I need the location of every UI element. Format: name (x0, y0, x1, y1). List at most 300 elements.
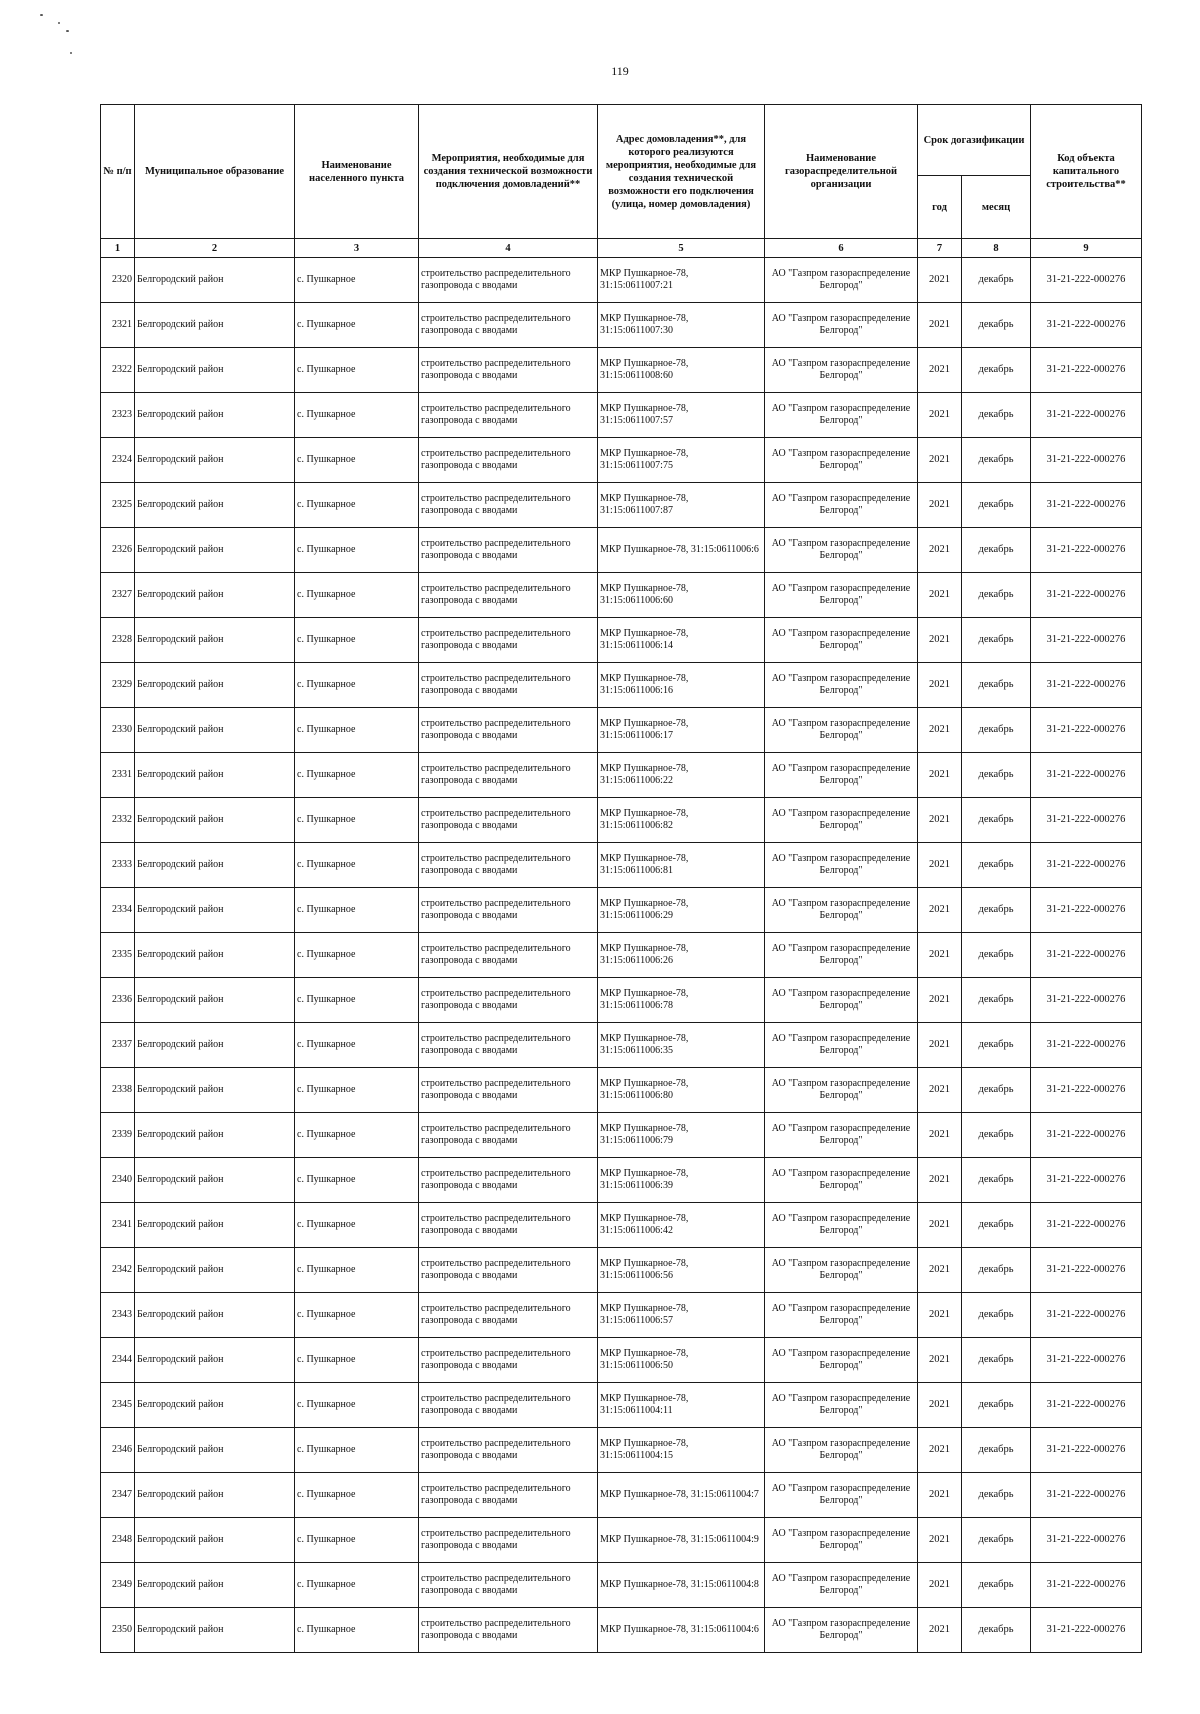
table-row (101, 1428, 1142, 1473)
cell-code: 31-21-222-000276 (1031, 348, 1142, 393)
cell-measures: строительство распределительного газопровода с вводами (419, 843, 598, 888)
cell-organization: АО "Газпром газораспределение Белгород" (765, 258, 918, 303)
cell-measures: строительство распределительного газопровода с вводами (419, 618, 598, 663)
table-row (101, 483, 1142, 528)
cell-address: МКР Пушкарное-78, 31:15:0611006:42 (598, 1203, 765, 1248)
cell-num: 2330 (101, 708, 135, 753)
cell-address: МКР Пушкарное-78, 31:15:0611004:7 (598, 1473, 765, 1518)
cell-num: 2326 (101, 528, 135, 573)
cell-measures: строительство распределительного газопровода с вводами (419, 258, 598, 303)
cell-month: декабрь (962, 1158, 1031, 1203)
cell-settlement: с. Пушкарное (295, 1428, 419, 1473)
cell-measures: строительство распределительного газопровода с вводами (419, 1338, 598, 1383)
cell-settlement: с. Пушкарное (295, 663, 419, 708)
cell-municipality: Белгородский район (135, 933, 295, 978)
scan-speck (66, 30, 69, 32)
cell-num: 2345 (101, 1383, 135, 1428)
cell-organization: АО "Газпром газораспределение Белгород" (765, 1113, 918, 1158)
column-number: 9 (1031, 239, 1142, 258)
cell-num: 2328 (101, 618, 135, 663)
cell-month: декабрь (962, 348, 1031, 393)
cell-settlement: с. Пушкарное (295, 618, 419, 663)
cell-municipality: Белгородский район (135, 1338, 295, 1383)
cell-month: декабрь (962, 528, 1031, 573)
cell-measures: строительство распределительного газопровода с вводами (419, 438, 598, 483)
cell-address: МКР Пушкарное-78, 31:15:0611006:79 (598, 1113, 765, 1158)
cell-address: МКР Пушкарное-78, 31:15:0611004:15 (598, 1428, 765, 1473)
cell-measures: строительство распределительного газопровода с вводами (419, 1428, 598, 1473)
cell-measures: строительство распределительного газопровода с вводами (419, 1608, 598, 1653)
table-row (101, 438, 1142, 483)
table-row (101, 573, 1142, 618)
cell-organization: АО "Газпром газораспределение Белгород" (765, 798, 918, 843)
cell-month: декабрь (962, 1518, 1031, 1563)
cell-num: 2340 (101, 1158, 135, 1203)
table-row (101, 978, 1142, 1023)
column-number: 1 (101, 239, 135, 258)
cell-month: декабрь (962, 1293, 1031, 1338)
header-settlement: Наименование населенного пункта (295, 105, 419, 239)
cell-code: 31-21-222-000276 (1031, 1158, 1142, 1203)
page-number: 119 (611, 64, 629, 78)
cell-code: 31-21-222-000276 (1031, 708, 1142, 753)
cell-municipality: Белгородский район (135, 1518, 295, 1563)
cell-settlement: с. Пушкарное (295, 393, 419, 438)
cell-settlement: с. Пушкарное (295, 1113, 419, 1158)
cell-month: декабрь (962, 843, 1031, 888)
cell-code: 31-21-222-000276 (1031, 573, 1142, 618)
cell-year: 2021 (918, 888, 962, 933)
cell-year: 2021 (918, 303, 962, 348)
cell-code: 31-21-222-000276 (1031, 663, 1142, 708)
cell-address: МКР Пушкарное-78, 31:15:0611007:57 (598, 393, 765, 438)
header-measures: Мероприятия, необходимые для создания технической возможности подключения домовладений** (419, 105, 598, 239)
cell-year: 2021 (918, 1023, 962, 1068)
cell-month: декабрь (962, 1338, 1031, 1383)
cell-num: 2346 (101, 1428, 135, 1473)
cell-organization: АО "Газпром газораспределение Белгород" (765, 753, 918, 798)
cell-year: 2021 (918, 753, 962, 798)
cell-address: МКР Пушкарное-78, 31:15:0611004:8 (598, 1563, 765, 1608)
table-row (101, 1158, 1142, 1203)
cell-code: 31-21-222-000276 (1031, 1248, 1142, 1293)
cell-settlement: с. Пушкарное (295, 933, 419, 978)
table-row (101, 1068, 1142, 1113)
cell-organization: АО "Газпром газораспределение Белгород" (765, 1338, 918, 1383)
table-row (101, 258, 1142, 303)
cell-address: МКР Пушкарное-78, 31:15:0611006:39 (598, 1158, 765, 1203)
cell-code: 31-21-222-000276 (1031, 618, 1142, 663)
cell-code: 31-21-222-000276 (1031, 1113, 1142, 1158)
cell-settlement: с. Пушкарное (295, 798, 419, 843)
cell-municipality: Белгородский район (135, 438, 295, 483)
cell-month: декабрь (962, 663, 1031, 708)
cell-settlement: с. Пушкарное (295, 303, 419, 348)
cell-month: декабрь (962, 933, 1031, 978)
table-row (101, 708, 1142, 753)
cell-municipality: Белгородский район (135, 258, 295, 303)
cell-num: 2344 (101, 1338, 135, 1383)
cell-month: декабрь (962, 393, 1031, 438)
cell-measures: строительство распределительного газопровода с вводами (419, 573, 598, 618)
cell-settlement: с. Пушкарное (295, 483, 419, 528)
cell-month: декабрь (962, 258, 1031, 303)
cell-month: декабрь (962, 1248, 1031, 1293)
cell-code: 31-21-222-000276 (1031, 798, 1142, 843)
cell-municipality: Белгородский район (135, 753, 295, 798)
cell-organization: АО "Газпром газораспределение Белгород" (765, 528, 918, 573)
header-year: год (918, 176, 962, 239)
cell-organization: АО "Газпром газораспределение Белгород" (765, 1428, 918, 1473)
cell-num: 2324 (101, 438, 135, 483)
cell-num: 2337 (101, 1023, 135, 1068)
cell-organization: АО "Газпром газораспределение Белгород" (765, 1203, 918, 1248)
cell-settlement: с. Пушкарное (295, 888, 419, 933)
cell-municipality: Белгородский район (135, 528, 295, 573)
cell-organization: АО "Газпром газораспределение Белгород" (765, 1563, 918, 1608)
table-row (101, 1563, 1142, 1608)
cell-municipality: Белгородский район (135, 1563, 295, 1608)
cell-measures: строительство распределительного газопровода с вводами (419, 708, 598, 753)
cell-municipality: Белгородский район (135, 1023, 295, 1068)
cell-year: 2021 (918, 1473, 962, 1518)
header-term: Срок догазификации (918, 105, 1031, 176)
cell-num: 2329 (101, 663, 135, 708)
cell-municipality: Белгородский район (135, 1068, 295, 1113)
cell-code: 31-21-222-000276 (1031, 753, 1142, 798)
cell-measures: строительство распределительного газопровода с вводами (419, 888, 598, 933)
cell-organization: АО "Газпром газораспределение Белгород" (765, 1383, 918, 1428)
cell-year: 2021 (918, 528, 962, 573)
cell-settlement: с. Пушкарное (295, 1608, 419, 1653)
cell-code: 31-21-222-000276 (1031, 483, 1142, 528)
cell-address: МКР Пушкарное-78, 31:15:0611006:50 (598, 1338, 765, 1383)
cell-code: 31-21-222-000276 (1031, 528, 1142, 573)
table-row (101, 798, 1142, 843)
cell-year: 2021 (918, 348, 962, 393)
column-number: 7 (918, 239, 962, 258)
cell-month: декабрь (962, 1023, 1031, 1068)
cell-num: 2336 (101, 978, 135, 1023)
cell-year: 2021 (918, 1293, 962, 1338)
cell-month: декабрь (962, 618, 1031, 663)
cell-code: 31-21-222-000276 (1031, 933, 1142, 978)
cell-year: 2021 (918, 978, 962, 1023)
cell-month: декабрь (962, 1203, 1031, 1248)
cell-settlement: с. Пушкарное (295, 978, 419, 1023)
cell-organization: АО "Газпром газораспределение Белгород" (765, 393, 918, 438)
cell-organization: АО "Газпром газораспределение Белгород" (765, 933, 918, 978)
table-row (101, 348, 1142, 393)
table-row (101, 933, 1142, 978)
table-row (101, 1248, 1142, 1293)
cell-address: МКР Пушкарное-78, 31:15:0611004:9 (598, 1518, 765, 1563)
column-number: 6 (765, 239, 918, 258)
cell-year: 2021 (918, 1248, 962, 1293)
cell-address: МКР Пушкарное-78, 31:15:0611006:81 (598, 843, 765, 888)
cell-address: МКР Пушкарное-78, 31:15:0611006:82 (598, 798, 765, 843)
cell-code: 31-21-222-000276 (1031, 978, 1142, 1023)
cell-year: 2021 (918, 1428, 962, 1473)
cell-year: 2021 (918, 618, 962, 663)
cell-organization: АО "Газпром газораспределение Белгород" (765, 1023, 918, 1068)
table-row (101, 1338, 1142, 1383)
cell-settlement: с. Пушкарное (295, 1563, 419, 1608)
cell-year: 2021 (918, 1203, 962, 1248)
cell-month: декабрь (962, 708, 1031, 753)
cell-organization: АО "Газпром газораспределение Белгород" (765, 573, 918, 618)
cell-year: 2021 (918, 573, 962, 618)
cell-year: 2021 (918, 1608, 962, 1653)
cell-num: 2335 (101, 933, 135, 978)
table-row (101, 1383, 1142, 1428)
cell-num: 2323 (101, 393, 135, 438)
cell-measures: строительство распределительного газопровода с вводами (419, 1383, 598, 1428)
cell-measures: строительство распределительного газопровода с вводами (419, 663, 598, 708)
cell-municipality: Белгородский район (135, 1383, 295, 1428)
table-row (101, 1518, 1142, 1563)
column-number: 4 (419, 239, 598, 258)
table-row (101, 528, 1142, 573)
cell-settlement: с. Пушкарное (295, 1383, 419, 1428)
cell-year: 2021 (918, 1383, 962, 1428)
cell-address: МКР Пушкарное-78, 31:15:0611006:6 (598, 528, 765, 573)
cell-municipality: Белгородский район (135, 1113, 295, 1158)
cell-code: 31-21-222-000276 (1031, 843, 1142, 888)
cell-municipality: Белгородский район (135, 573, 295, 618)
table-row (101, 1113, 1142, 1158)
header-organization: Наименование газораспределительной организации (765, 105, 918, 239)
cell-month: декабрь (962, 1113, 1031, 1158)
cell-municipality: Белгородский район (135, 708, 295, 753)
column-number-row (101, 239, 1142, 258)
cell-settlement: с. Пушкарное (295, 1473, 419, 1518)
cell-municipality: Белгородский район (135, 663, 295, 708)
cell-year: 2021 (918, 1338, 962, 1383)
cell-num: 2321 (101, 303, 135, 348)
cell-num: 2339 (101, 1113, 135, 1158)
scan-speck (40, 14, 43, 16)
cell-address: МКР Пушкарное-78, 31:15:0611006:17 (598, 708, 765, 753)
cell-measures: строительство распределительного газопровода с вводами (419, 1473, 598, 1518)
cell-month: декабрь (962, 573, 1031, 618)
table-header (101, 105, 1142, 258)
cell-code: 31-21-222-000276 (1031, 393, 1142, 438)
table-row (101, 303, 1142, 348)
table-row (101, 843, 1142, 888)
cell-settlement: с. Пушкарное (295, 1158, 419, 1203)
cell-month: декабрь (962, 978, 1031, 1023)
cell-month: декабрь (962, 1428, 1031, 1473)
cell-code: 31-21-222-000276 (1031, 888, 1142, 933)
cell-settlement: с. Пушкарное (295, 1248, 419, 1293)
cell-measures: строительство распределительного газопровода с вводами (419, 1068, 598, 1113)
cell-code: 31-21-222-000276 (1031, 438, 1142, 483)
cell-measures: строительство распределительного газопровода с вводами (419, 933, 598, 978)
cell-municipality: Белгородский район (135, 1293, 295, 1338)
cell-settlement: с. Пушкарное (295, 258, 419, 303)
scan-speck (70, 52, 72, 54)
cell-settlement: с. Пушкарное (295, 1293, 419, 1338)
cell-address: МКР Пушкарное-78, 31:15:0611006:14 (598, 618, 765, 663)
cell-num: 2334 (101, 888, 135, 933)
cell-organization: АО "Газпром газораспределение Белгород" (765, 1158, 918, 1203)
cell-code: 31-21-222-000276 (1031, 1383, 1142, 1428)
cell-month: декабрь (962, 753, 1031, 798)
cell-year: 2021 (918, 843, 962, 888)
cell-address: МКР Пушкарное-78, 31:15:0611006:60 (598, 573, 765, 618)
cell-measures: строительство распределительного газопровода с вводами (419, 393, 598, 438)
cell-year: 2021 (918, 1113, 962, 1158)
cell-measures: строительство распределительного газопровода с вводами (419, 1203, 598, 1248)
cell-municipality: Белгородский район (135, 393, 295, 438)
cell-organization: АО "Газпром газораспределение Белгород" (765, 618, 918, 663)
cell-year: 2021 (918, 438, 962, 483)
cell-organization: АО "Газпром газораспределение Белгород" (765, 483, 918, 528)
cell-code: 31-21-222-000276 (1031, 1068, 1142, 1113)
cell-measures: строительство распределительного газопровода с вводами (419, 1293, 598, 1338)
cell-code: 31-21-222-000276 (1031, 303, 1142, 348)
table-row (101, 663, 1142, 708)
cell-municipality: Белгородский район (135, 1428, 295, 1473)
cell-measures: строительство распределительного газопровода с вводами (419, 1158, 598, 1203)
cell-organization: АО "Газпром газораспределение Белгород" (765, 843, 918, 888)
header-num: № п/п (101, 105, 135, 239)
cell-year: 2021 (918, 1158, 962, 1203)
cell-municipality: Белгородский район (135, 303, 295, 348)
cell-month: декабрь (962, 888, 1031, 933)
cell-municipality: Белгородский район (135, 1608, 295, 1653)
cell-num: 2349 (101, 1563, 135, 1608)
cell-organization: АО "Газпром газораспределение Белгород" (765, 1608, 918, 1653)
cell-settlement: с. Пушкарное (295, 1338, 419, 1383)
cell-municipality: Белгородский район (135, 618, 295, 663)
table-row (101, 753, 1142, 798)
cell-municipality: Белгородский район (135, 888, 295, 933)
cell-settlement: с. Пушкарное (295, 843, 419, 888)
cell-num: 2333 (101, 843, 135, 888)
cell-address: МКР Пушкарное-78, 31:15:0611006:78 (598, 978, 765, 1023)
cell-organization: АО "Газпром газораспределение Белгород" (765, 708, 918, 753)
header-month: месяц (962, 176, 1031, 239)
cell-address: МКР Пушкарное-78, 31:15:0611006:57 (598, 1293, 765, 1338)
cell-month: декабрь (962, 1608, 1031, 1653)
cell-code: 31-21-222-000276 (1031, 1563, 1142, 1608)
cell-code: 31-21-222-000276 (1031, 1338, 1142, 1383)
cell-num: 2348 (101, 1518, 135, 1563)
cell-municipality: Белгородский район (135, 798, 295, 843)
cell-organization: АО "Газпром газораспределение Белгород" (765, 888, 918, 933)
table-row (101, 1473, 1142, 1518)
cell-num: 2347 (101, 1473, 135, 1518)
cell-measures: строительство распределительного газопровода с вводами (419, 483, 598, 528)
cell-code: 31-21-222-000276 (1031, 1473, 1142, 1518)
cell-settlement: с. Пушкарное (295, 753, 419, 798)
header-municipality: Муниципальное образование (135, 105, 295, 239)
cell-year: 2021 (918, 1068, 962, 1113)
table-row (101, 1608, 1142, 1653)
cell-organization: АО "Газпром газораспределение Белгород" (765, 438, 918, 483)
cell-code: 31-21-222-000276 (1031, 1518, 1142, 1563)
cell-municipality: Белгородский район (135, 978, 295, 1023)
cell-year: 2021 (918, 933, 962, 978)
cell-settlement: с. Пушкарное (295, 1023, 419, 1068)
cell-address: МКР Пушкарное-78, 31:15:0611007:30 (598, 303, 765, 348)
cell-year: 2021 (918, 708, 962, 753)
cell-num: 2343 (101, 1293, 135, 1338)
cell-code: 31-21-222-000276 (1031, 1203, 1142, 1248)
column-number: 3 (295, 239, 419, 258)
cell-settlement: с. Пушкарное (295, 348, 419, 393)
cell-num: 2342 (101, 1248, 135, 1293)
cell-code: 31-21-222-000276 (1031, 1608, 1142, 1653)
cell-address: МКР Пушкарное-78, 31:15:0611006:16 (598, 663, 765, 708)
table-row (101, 888, 1142, 933)
cell-organization: АО "Газпром газораспределение Белгород" (765, 978, 918, 1023)
cell-address: МКР Пушкарное-78, 31:15:0611008:60 (598, 348, 765, 393)
cell-num: 2332 (101, 798, 135, 843)
cell-measures: строительство распределительного газопровода с вводами (419, 1023, 598, 1068)
cell-year: 2021 (918, 483, 962, 528)
cell-measures: строительство распределительного газопровода с вводами (419, 978, 598, 1023)
cell-measures: строительство распределительного газопровода с вводами (419, 798, 598, 843)
cell-settlement: с. Пушкарное (295, 1518, 419, 1563)
table-row (101, 1293, 1142, 1338)
cell-organization: АО "Газпром газораспределение Белгород" (765, 348, 918, 393)
cell-address: МКР Пушкарное-78, 31:15:0611006:26 (598, 933, 765, 978)
cell-num: 2327 (101, 573, 135, 618)
cell-num: 2320 (101, 258, 135, 303)
cell-settlement: с. Пушкарное (295, 438, 419, 483)
cell-address: МКР Пушкарное-78, 31:15:0611004:6 (598, 1608, 765, 1653)
cell-municipality: Белгородский район (135, 1248, 295, 1293)
cell-measures: строительство распределительного газопровода с вводами (419, 1248, 598, 1293)
cell-address: МКР Пушкарное-78, 31:15:0611004:11 (598, 1383, 765, 1428)
cell-num: 2338 (101, 1068, 135, 1113)
cell-address: МКР Пушкарное-78, 31:15:0611006:80 (598, 1068, 765, 1113)
table-row (101, 393, 1142, 438)
cell-municipality: Белгородский район (135, 348, 295, 393)
scan-speck (58, 22, 60, 24)
table-body (101, 258, 1142, 1653)
cell-address: МКР Пушкарное-78, 31:15:0611006:56 (598, 1248, 765, 1293)
cell-year: 2021 (918, 798, 962, 843)
cell-year: 2021 (918, 1518, 962, 1563)
cell-organization: АО "Газпром газораспределение Белгород" (765, 663, 918, 708)
cell-municipality: Белгородский район (135, 843, 295, 888)
cell-measures: строительство распределительного газопровода с вводами (419, 303, 598, 348)
cell-num: 2322 (101, 348, 135, 393)
table-row (101, 1203, 1142, 1248)
cell-month: декабрь (962, 1068, 1031, 1113)
cell-year: 2021 (918, 393, 962, 438)
cell-measures: строительство распределительного газопровода с вводами (419, 753, 598, 798)
table-row (101, 618, 1142, 663)
cell-settlement: с. Пушкарное (295, 528, 419, 573)
cell-address: МКР Пушкарное-78, 31:15:0611007:75 (598, 438, 765, 483)
cell-year: 2021 (918, 663, 962, 708)
cell-code: 31-21-222-000276 (1031, 258, 1142, 303)
column-number: 5 (598, 239, 765, 258)
column-number: 8 (962, 239, 1031, 258)
cell-municipality: Белгородский район (135, 1473, 295, 1518)
cell-month: декабрь (962, 483, 1031, 528)
cell-settlement: с. Пушкарное (295, 573, 419, 618)
header-address: Адрес домовладения**, для которого реализуются мероприятия, необходимые для создания технической возможности его подключения (улица, номер домовладения) (598, 105, 765, 239)
cell-num: 2341 (101, 1203, 135, 1248)
cell-address: МКР Пушкарное-78, 31:15:0611006:22 (598, 753, 765, 798)
cell-settlement: с. Пушкарное (295, 1203, 419, 1248)
